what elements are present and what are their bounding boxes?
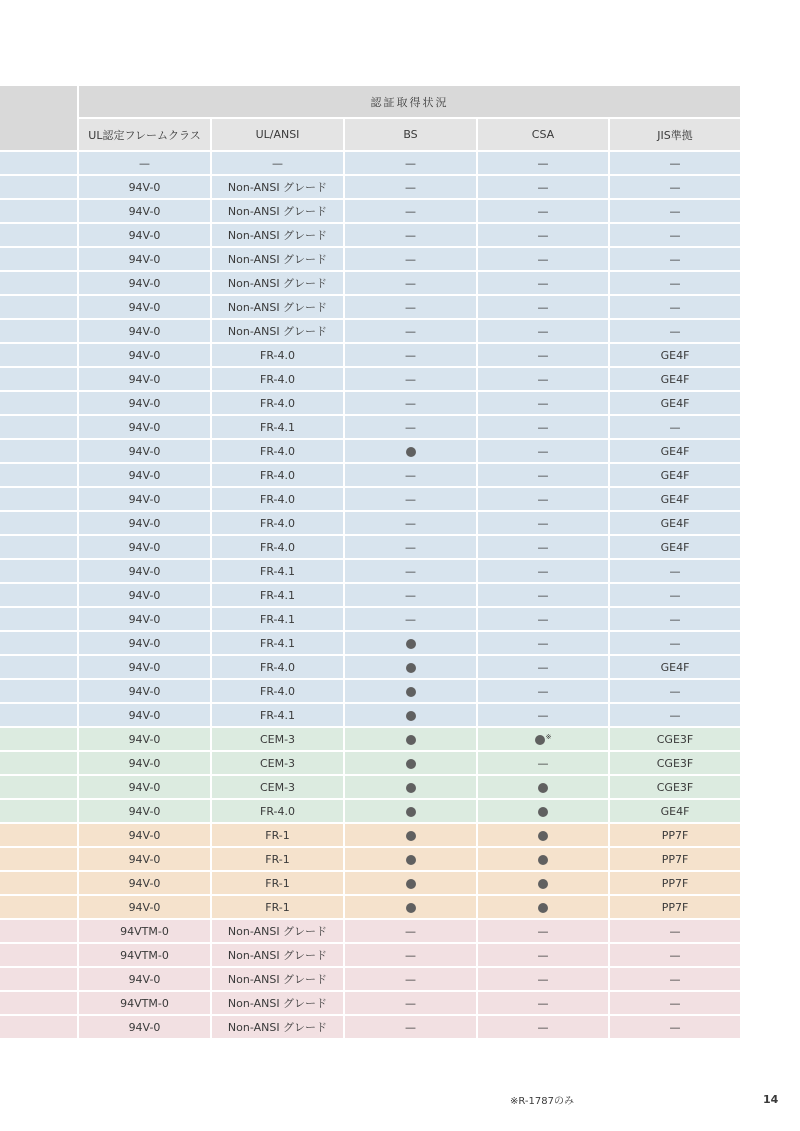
ul-ansi-cell: FR-4.0	[210, 512, 343, 536]
certified-dot-icon	[406, 735, 416, 745]
bs-cell: —	[343, 176, 476, 200]
table-row	[0, 704, 740, 728]
row-label-cell	[0, 272, 77, 296]
ul-frame-class-cell: 94V-0	[77, 752, 210, 776]
jis-cell: GE4F	[608, 512, 740, 536]
table-row	[0, 896, 740, 920]
csa-cell: —	[476, 584, 608, 608]
certified-dot-icon	[538, 879, 548, 889]
certified-dot-icon	[406, 447, 416, 457]
bs-cell: —	[343, 920, 476, 944]
certified-dot-icon	[535, 735, 545, 745]
column-header-jis: JIS準拠	[608, 119, 740, 152]
certified-dot-icon	[406, 711, 416, 721]
ul-frame-class-cell: 94V-0	[77, 896, 210, 920]
csa-cell: —	[476, 536, 608, 560]
csa-cell: —	[476, 680, 608, 704]
certified-dot-icon	[538, 855, 548, 865]
ul-ansi-cell: CEM-3	[210, 776, 343, 800]
csa-cell: —	[476, 152, 608, 176]
certified-dot-icon	[406, 759, 416, 769]
jis-cell: —	[608, 704, 740, 728]
ul-frame-class-cell: 94V-0	[77, 440, 210, 464]
table-row	[0, 680, 740, 704]
csa-cell: —	[476, 632, 608, 656]
row-label-cell	[0, 608, 77, 632]
ul-ansi-cell: Non-ANSI グレード	[210, 296, 343, 320]
table-row	[0, 800, 740, 824]
jis-cell: —	[608, 320, 740, 344]
bs-cell: —	[343, 200, 476, 224]
bs-cell: —	[343, 584, 476, 608]
csa-cell	[476, 728, 608, 752]
row-label-cell	[0, 512, 77, 536]
jis-cell: —	[608, 632, 740, 656]
row-label-cell	[0, 368, 77, 392]
table-row	[0, 512, 740, 536]
row-label-cell	[0, 944, 77, 968]
bs-cell: —	[343, 344, 476, 368]
column-header-csa: CSA	[476, 119, 608, 152]
table-row	[0, 224, 740, 248]
jis-cell: GE4F	[608, 344, 740, 368]
bs-cell: —	[343, 296, 476, 320]
ul-frame-class-cell: 94V-0	[77, 512, 210, 536]
ul-ansi-cell: —	[210, 152, 343, 176]
certified-dot-icon	[406, 687, 416, 697]
table-row	[0, 632, 740, 656]
certified-dot-icon	[538, 831, 548, 841]
table-row	[0, 416, 740, 440]
ul-frame-class-cell: 94V-0	[77, 320, 210, 344]
column-header-ul-ansi: UL/ANSI	[210, 119, 343, 152]
ul-frame-class-cell: 94V-0	[77, 728, 210, 752]
ul-ansi-cell: FR-4.1	[210, 704, 343, 728]
ul-ansi-cell: FR-4.0	[210, 464, 343, 488]
bs-cell: —	[343, 464, 476, 488]
table-row	[0, 920, 740, 944]
certified-dot-icon	[406, 639, 416, 649]
ul-ansi-cell: FR-4.0	[210, 440, 343, 464]
bs-cell: —	[343, 272, 476, 296]
bs-cell	[343, 704, 476, 728]
bs-cell	[343, 656, 476, 680]
row-label-cell	[0, 896, 77, 920]
jis-cell: PP7F	[608, 848, 740, 872]
certified-dot-icon	[538, 903, 548, 913]
certified-dot-icon	[406, 879, 416, 889]
table-row	[0, 272, 740, 296]
ul-ansi-cell: Non-ANSI グレード	[210, 992, 343, 1016]
jis-cell: GE4F	[608, 656, 740, 680]
ul-frame-class-cell: 94V-0	[77, 488, 210, 512]
ul-frame-class-cell: 94V-0	[77, 776, 210, 800]
bs-cell: —	[343, 560, 476, 584]
ul-ansi-cell: FR-4.0	[210, 392, 343, 416]
ul-frame-class-cell: 94V-0	[77, 368, 210, 392]
jis-cell: —	[608, 608, 740, 632]
ul-frame-class-cell: 94V-0	[77, 296, 210, 320]
ul-frame-class-cell: 94V-0	[77, 800, 210, 824]
ul-ansi-cell: FR-4.0	[210, 344, 343, 368]
table-row	[0, 1016, 740, 1040]
bs-cell	[343, 680, 476, 704]
jis-cell: —	[608, 560, 740, 584]
row-label-cell	[0, 560, 77, 584]
table-row	[0, 584, 740, 608]
bs-cell: —	[343, 512, 476, 536]
bs-cell: —	[343, 944, 476, 968]
jis-cell: —	[608, 920, 740, 944]
jis-cell: —	[608, 1016, 740, 1040]
csa-cell	[476, 848, 608, 872]
csa-cell: —	[476, 440, 608, 464]
jis-cell: PP7F	[608, 824, 740, 848]
ul-ansi-cell: FR-4.1	[210, 416, 343, 440]
jis-cell: —	[608, 584, 740, 608]
csa-cell: —	[476, 968, 608, 992]
ul-frame-class-cell: 94V-0	[77, 824, 210, 848]
ul-frame-class-cell: 94V-0	[77, 704, 210, 728]
table-row	[0, 368, 740, 392]
bs-cell	[343, 896, 476, 920]
bs-cell	[343, 824, 476, 848]
table-row	[0, 248, 740, 272]
bs-cell	[343, 776, 476, 800]
jis-cell: —	[608, 968, 740, 992]
bs-cell: —	[343, 992, 476, 1016]
ul-ansi-cell: FR-1	[210, 848, 343, 872]
bs-cell: —	[343, 248, 476, 272]
row-label-cell	[0, 176, 77, 200]
jis-cell: —	[608, 176, 740, 200]
csa-cell	[476, 824, 608, 848]
table-row	[0, 776, 740, 800]
jis-cell: GE4F	[608, 536, 740, 560]
table-body	[0, 152, 740, 1040]
certified-dot-icon	[406, 807, 416, 817]
group-title: 認証取得状況	[77, 86, 740, 119]
ul-ansi-cell: Non-ANSI グレード	[210, 176, 343, 200]
table-row	[0, 608, 740, 632]
jis-cell: —	[608, 416, 740, 440]
ul-ansi-cell: FR-4.1	[210, 560, 343, 584]
csa-cell: —	[476, 272, 608, 296]
row-label-cell	[0, 920, 77, 944]
ul-frame-class-cell: 94V-0	[77, 560, 210, 584]
ul-ansi-cell: FR-4.0	[210, 536, 343, 560]
row-label-cell	[0, 728, 77, 752]
table-row	[0, 344, 740, 368]
jis-cell: —	[608, 248, 740, 272]
table-row	[0, 176, 740, 200]
column-header-bs: BS	[343, 119, 476, 152]
table-row	[0, 872, 740, 896]
ul-frame-class-cell: 94V-0	[77, 848, 210, 872]
ul-frame-class-cell: 94V-0	[77, 608, 210, 632]
table-row	[0, 392, 740, 416]
ul-ansi-cell: FR-4.0	[210, 680, 343, 704]
row-label-cell	[0, 992, 77, 1016]
row-label-cell	[0, 800, 77, 824]
row-label-cell	[0, 584, 77, 608]
jis-cell: CGE3F	[608, 752, 740, 776]
row-label-cell	[0, 344, 77, 368]
jis-cell: PP7F	[608, 896, 740, 920]
table-row	[0, 296, 740, 320]
row-label-cell	[0, 848, 77, 872]
ul-frame-class-cell: 94V-0	[77, 656, 210, 680]
row-label-cell	[0, 1016, 77, 1040]
table-row	[0, 152, 740, 176]
ul-frame-class-cell: 94V-0	[77, 968, 210, 992]
table-row	[0, 440, 740, 464]
csa-cell: —	[476, 248, 608, 272]
ul-ansi-cell: FR-1	[210, 872, 343, 896]
csa-cell: —	[476, 656, 608, 680]
row-label-cell	[0, 776, 77, 800]
jis-cell: —	[608, 992, 740, 1016]
jis-cell: GE4F	[608, 368, 740, 392]
row-label-cell	[0, 824, 77, 848]
csa-cell: —	[476, 608, 608, 632]
jis-cell: CGE3F	[608, 776, 740, 800]
table-row	[0, 728, 740, 752]
column-header-ul-frame-class: UL認定フレームクラス	[77, 119, 210, 152]
csa-cell: —	[476, 752, 608, 776]
row-label-cell	[0, 752, 77, 776]
csa-cell: —	[476, 920, 608, 944]
certified-dot-icon	[406, 831, 416, 841]
bs-cell: —	[343, 320, 476, 344]
csa-cell: —	[476, 176, 608, 200]
certified-dot-icon	[406, 903, 416, 913]
jis-cell: GE4F	[608, 392, 740, 416]
csa-cell: —	[476, 200, 608, 224]
ul-ansi-cell: FR-4.0	[210, 800, 343, 824]
csa-cell: —	[476, 704, 608, 728]
jis-cell: —	[608, 224, 740, 248]
ul-ansi-cell: Non-ANSI グレード	[210, 944, 343, 968]
row-label-cell	[0, 872, 77, 896]
ul-frame-class-cell: 94V-0	[77, 584, 210, 608]
ul-frame-class-cell: 94V-0	[77, 680, 210, 704]
ul-ansi-cell: CEM-3	[210, 728, 343, 752]
jis-cell: GE4F	[608, 464, 740, 488]
csa-cell	[476, 776, 608, 800]
ul-ansi-cell: Non-ANSI グレード	[210, 200, 343, 224]
ul-ansi-cell: CEM-3	[210, 752, 343, 776]
table-row	[0, 848, 740, 872]
csa-cell	[476, 896, 608, 920]
ul-ansi-cell: Non-ANSI グレード	[210, 224, 343, 248]
ul-ansi-cell: Non-ANSI グレード	[210, 272, 343, 296]
row-label-cell	[0, 296, 77, 320]
ul-ansi-cell: FR-4.1	[210, 584, 343, 608]
csa-cell: —	[476, 944, 608, 968]
row-label-cell	[0, 968, 77, 992]
jis-cell: PP7F	[608, 872, 740, 896]
bs-cell: —	[343, 968, 476, 992]
bs-cell: —	[343, 1016, 476, 1040]
jis-cell: —	[608, 680, 740, 704]
jis-cell: —	[608, 200, 740, 224]
csa-cell: —	[476, 296, 608, 320]
ul-frame-class-cell: 94V-0	[77, 344, 210, 368]
csa-cell: —	[476, 1016, 608, 1040]
ul-frame-class-cell: 94V-0	[77, 248, 210, 272]
csa-cell: —	[476, 512, 608, 536]
csa-cell: —	[476, 464, 608, 488]
row-label-cell	[0, 704, 77, 728]
csa-cell: —	[476, 560, 608, 584]
ul-ansi-cell: Non-ANSI グレード	[210, 1016, 343, 1040]
jis-cell: GE4F	[608, 488, 740, 512]
csa-cell: —	[476, 992, 608, 1016]
ul-frame-class-cell: 94V-0	[77, 224, 210, 248]
footnote: ※R-1787のみ	[510, 1096, 574, 1107]
row-label-cell	[0, 632, 77, 656]
ul-ansi-cell: FR-4.0	[210, 656, 343, 680]
ul-ansi-cell: FR-1	[210, 824, 343, 848]
bs-cell	[343, 848, 476, 872]
certification-table	[0, 86, 740, 1040]
row-label-cell	[0, 152, 77, 176]
bs-cell: —	[343, 152, 476, 176]
ul-ansi-cell: FR-4.1	[210, 608, 343, 632]
row-label-cell	[0, 416, 77, 440]
table-row	[0, 536, 740, 560]
certified-dot-icon	[406, 783, 416, 793]
table-row	[0, 968, 740, 992]
ul-frame-class-cell: —	[77, 152, 210, 176]
jis-cell: —	[608, 296, 740, 320]
row-label-cell	[0, 488, 77, 512]
footnote-mark: ※	[545, 732, 552, 741]
row-label-cell	[0, 200, 77, 224]
bs-cell: —	[343, 416, 476, 440]
table-header	[0, 86, 740, 152]
table-row	[0, 752, 740, 776]
certified-dot-icon	[406, 663, 416, 673]
ul-frame-class-cell: 94VTM-0	[77, 944, 210, 968]
row-label-cell	[0, 224, 77, 248]
table-row	[0, 824, 740, 848]
csa-cell: —	[476, 344, 608, 368]
jis-cell: —	[608, 944, 740, 968]
bs-cell: —	[343, 608, 476, 632]
csa-cell: —	[476, 368, 608, 392]
table-row	[0, 944, 740, 968]
page-number: 14	[763, 1093, 779, 1106]
jis-cell: CGE3F	[608, 728, 740, 752]
ul-ansi-cell: Non-ANSI グレード	[210, 968, 343, 992]
bs-cell	[343, 752, 476, 776]
table-row	[0, 656, 740, 680]
table-row	[0, 992, 740, 1016]
certified-dot-icon	[406, 855, 416, 865]
ul-ansi-cell: FR-4.0	[210, 488, 343, 512]
ul-ansi-cell: Non-ANSI グレード	[210, 320, 343, 344]
csa-cell: —	[476, 224, 608, 248]
ul-ansi-cell: FR-4.1	[210, 632, 343, 656]
bs-cell	[343, 440, 476, 464]
jis-cell: GE4F	[608, 440, 740, 464]
csa-cell	[476, 872, 608, 896]
bs-cell	[343, 800, 476, 824]
csa-cell	[476, 800, 608, 824]
ul-frame-class-cell: 94V-0	[77, 392, 210, 416]
row-label-cell	[0, 536, 77, 560]
ul-frame-class-cell: 94V-0	[77, 272, 210, 296]
bs-cell: —	[343, 392, 476, 416]
jis-cell: —	[608, 152, 740, 176]
ul-ansi-cell: FR-4.0	[210, 368, 343, 392]
certified-dot-icon	[538, 783, 548, 793]
table-row	[0, 488, 740, 512]
csa-cell: —	[476, 320, 608, 344]
row-label-cell	[0, 440, 77, 464]
ul-frame-class-cell: 94V-0	[77, 200, 210, 224]
bs-cell: —	[343, 224, 476, 248]
bs-cell	[343, 728, 476, 752]
row-label-cell	[0, 392, 77, 416]
ul-frame-class-cell: 94VTM-0	[77, 920, 210, 944]
bs-cell: —	[343, 488, 476, 512]
row-label-cell	[0, 320, 77, 344]
row-label-cell	[0, 248, 77, 272]
jis-cell: GE4F	[608, 800, 740, 824]
row-label-cell	[0, 656, 77, 680]
ul-frame-class-cell: 94V-0	[77, 416, 210, 440]
ul-frame-class-cell: 94V-0	[77, 1016, 210, 1040]
ul-frame-class-cell: 94V-0	[77, 464, 210, 488]
certified-dot-icon	[538, 807, 548, 817]
ul-frame-class-cell: 94V-0	[77, 632, 210, 656]
row-label-cell	[0, 464, 77, 488]
ul-ansi-cell: Non-ANSI グレード	[210, 248, 343, 272]
ul-frame-class-cell: 94VTM-0	[77, 992, 210, 1016]
csa-cell: —	[476, 392, 608, 416]
bs-cell	[343, 872, 476, 896]
table-row	[0, 560, 740, 584]
ul-frame-class-cell: 94V-0	[77, 536, 210, 560]
bs-cell	[343, 632, 476, 656]
ul-ansi-cell: Non-ANSI グレード	[210, 920, 343, 944]
csa-cell: —	[476, 488, 608, 512]
jis-cell: —	[608, 272, 740, 296]
ul-frame-class-cell: 94V-0	[77, 872, 210, 896]
row-label-cell	[0, 680, 77, 704]
bs-cell: —	[343, 536, 476, 560]
bs-cell: —	[343, 368, 476, 392]
table-row	[0, 464, 740, 488]
table-row	[0, 200, 740, 224]
ul-ansi-cell: FR-1	[210, 896, 343, 920]
csa-cell: —	[476, 416, 608, 440]
ul-frame-class-cell: 94V-0	[77, 176, 210, 200]
header-corner	[0, 86, 77, 152]
table-row	[0, 320, 740, 344]
